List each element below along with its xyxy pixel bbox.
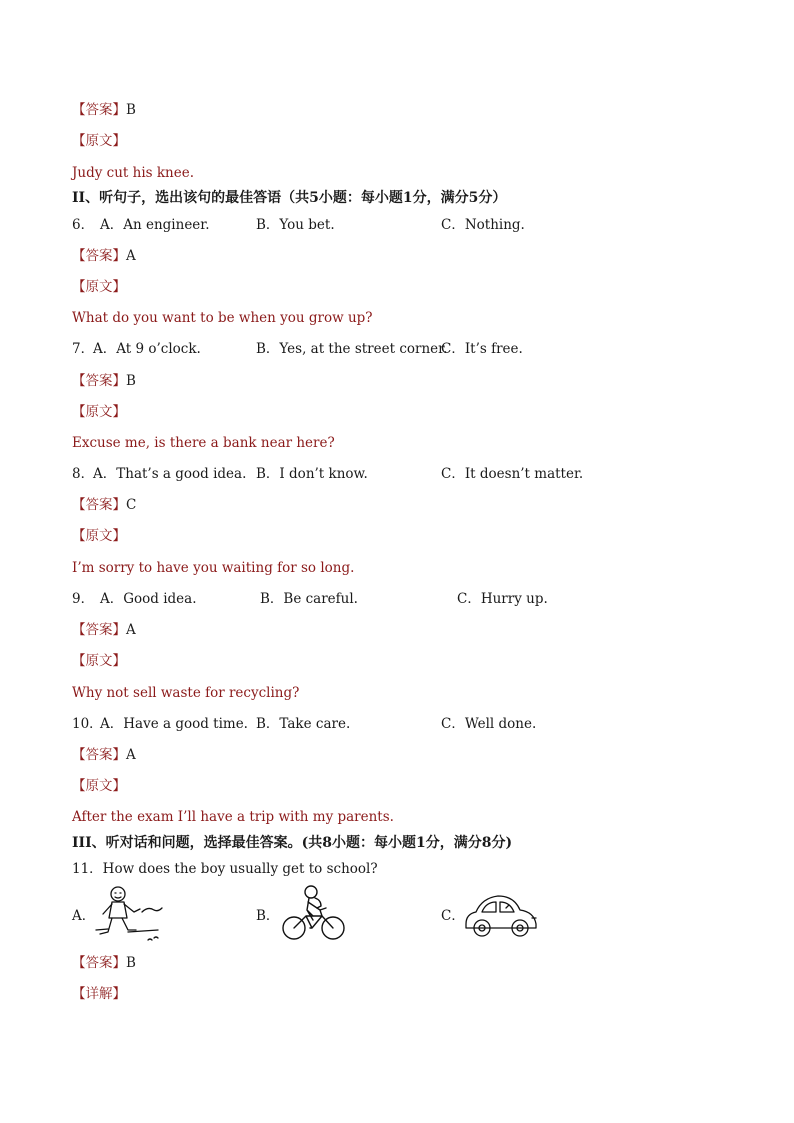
- source-tag: 【原文】: [72, 778, 126, 794]
- transcript-6: What do you want to be when you grow up?: [72, 310, 373, 326]
- answer-line-6: [72, 247, 136, 265]
- q9-option-a: A．Good idea.: [100, 591, 197, 607]
- answer-line-11: [72, 954, 136, 972]
- question-8-number: 8．: [72, 466, 95, 482]
- q6-option-b: B．You bet.: [256, 217, 335, 233]
- answer-tag: 【答案】: [72, 248, 126, 264]
- q11-option-b-label: B．: [256, 908, 280, 924]
- answer-line-8: [72, 496, 136, 514]
- answer-line-9: [72, 621, 136, 639]
- car-icon: [462, 888, 540, 942]
- q6-option-c: C．Nothing.: [441, 217, 525, 233]
- answer-value: C: [126, 497, 137, 513]
- q10-option-b: B．Take care.: [256, 716, 351, 732]
- answer-line-10: [72, 746, 136, 764]
- answer-value: A: [126, 622, 136, 638]
- q8-option-c: C．It doesn’t matter.: [441, 466, 584, 482]
- walking-boy-icon: [92, 884, 164, 946]
- source-tag: 【原文】: [72, 133, 126, 149]
- question-6-number: 6．: [72, 217, 95, 233]
- transcript-7: Excuse me, is there a bank near here?: [72, 435, 335, 451]
- answer-tag: 【答案】: [72, 955, 126, 971]
- answer-line-7: [72, 372, 136, 390]
- transcript-9: Why not sell waste for recycling?: [72, 685, 300, 701]
- answer-value: B: [126, 373, 136, 389]
- answer-tag: 【答案】: [72, 622, 126, 638]
- transcript-10: After the exam I’ll have a trip with my parents.: [72, 809, 394, 825]
- answer-value: B: [126, 955, 136, 971]
- q11-option-a-label: A．: [72, 908, 96, 924]
- q8-option-b: B．I don’t know.: [256, 466, 368, 482]
- q10-option-c: C．Well done.: [441, 716, 537, 732]
- answer-value: B: [126, 102, 136, 118]
- question-9-number: 9．: [72, 591, 95, 607]
- detail-tag: 【详解】: [72, 986, 126, 1002]
- q7-option-b: B．Yes, at the street corner.: [256, 341, 448, 357]
- q9-option-b: B．Be careful.: [260, 591, 358, 607]
- section-3-title: III、听对话和问题，选择最佳答案。(共8小题：每小题1分，满分8分): [72, 835, 513, 851]
- transcript-8: I’m sorry to have you waiting for so long.: [72, 560, 355, 576]
- q7-option-a: A．At 9 o’clock.: [93, 341, 201, 357]
- source-tag: 【原文】: [72, 404, 126, 420]
- answer-value: A: [126, 747, 136, 763]
- source-tag: 【原文】: [72, 279, 126, 295]
- answer-tag: 【答案】: [72, 102, 126, 118]
- bicycle-boy-icon: [279, 884, 349, 944]
- q11-option-c-label: C．: [441, 908, 465, 924]
- answer-tag: 【答案】: [72, 747, 126, 763]
- q6-option-a: A．An engineer.: [100, 217, 210, 233]
- q9-option-c: C．Hurry up.: [457, 591, 548, 607]
- source-tag: 【原文】: [72, 528, 126, 544]
- question-11-stem: 11．How does the boy usually get to school?: [72, 861, 378, 877]
- answer-tag: 【答案】: [72, 373, 126, 389]
- source-tag: 【原文】: [72, 653, 126, 669]
- section-2-title: II、听句子，选出该句的最佳答语（共5小题：每小题1分，满分5分）: [72, 190, 507, 206]
- q10-option-a: A．Have a good time.: [100, 716, 248, 732]
- transcript-5: Judy cut his knee.: [72, 165, 195, 181]
- question-7-number: 7．: [72, 341, 95, 357]
- question-10-number: 10．: [72, 716, 103, 732]
- q8-option-a: A．That’s a good idea.: [93, 466, 247, 482]
- q7-option-c: C．It’s free.: [441, 341, 523, 357]
- answer-line-5: [72, 101, 136, 119]
- answer-value: A: [126, 248, 136, 264]
- answer-tag: 【答案】: [72, 497, 126, 513]
